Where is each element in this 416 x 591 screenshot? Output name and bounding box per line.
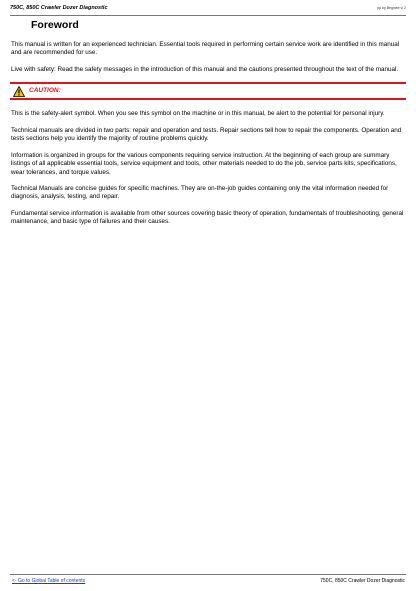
body-paragraph: Technical manuals are divided in two parts: repair and operation and tests. Repair sections tell how to repair the components. Operation and tests sections help you identify the majority of routine problems quickly.: [11, 127, 402, 143]
intro-paragraph: This manual is written for an experienced technician. Essential tools required in performing certain service work are identified in this manual and are recommended for use.: [11, 41, 400, 57]
header-divider: [10, 15, 406, 16]
body-paragraph: This is the safety-alert symbol. When you see this symbol on the machine or in this manual, be alert to the potential for personal injury.: [11, 110, 385, 118]
caution-banner: [11, 82, 404, 102]
body-paragraph: Fundamental service information is available from other sources covering basic theory of operation, fundamentals of troubleshooting, general maintenance, and basic type of failures and their causes.: [11, 210, 404, 226]
document-body: [11, 41, 404, 235]
caution-label: CAUTION:: [29, 87, 61, 95]
caution-top-rule: [10, 82, 406, 84]
header-generator-note: pp by Beginee vl 2: [377, 6, 406, 10]
safety-alert-triangle-icon: [13, 86, 25, 97]
header-doc-title: 750C, 850C Crawler Dozer Diagnostic: [10, 5, 108, 11]
global-toc-link[interactable]: <- Go to Global Table of contents: [12, 578, 86, 584]
body-paragraph: Technical Manuals are concise guides for specific machines. They are on-the-job guides containing only the vital information needed for diagnosis, analysis, testing, and repair.: [11, 185, 389, 201]
page-footer: [10, 574, 406, 586]
page-title: Foreword: [31, 19, 79, 31]
footer-doc-title: 750C, 850C Crawler Dozer Diagnostic: [320, 578, 405, 584]
footer-divider: [10, 574, 406, 575]
caution-bottom-rule: [10, 98, 406, 100]
intro-paragraph: Live with safety: Read the safety messages in the introduction of this manual and the cautions presented throughout the text of the manual.: [11, 65, 399, 73]
body-paragraph: Information is organized in groups for the various components requiring service instruction. At the beginning of each group are summary listings of all applicable essential tools, service equipment and tools, other materials needed to do the job, service parts kits, specifications, wear tolerances, and torque values.: [11, 151, 397, 176]
page-header: [10, 4, 406, 18]
